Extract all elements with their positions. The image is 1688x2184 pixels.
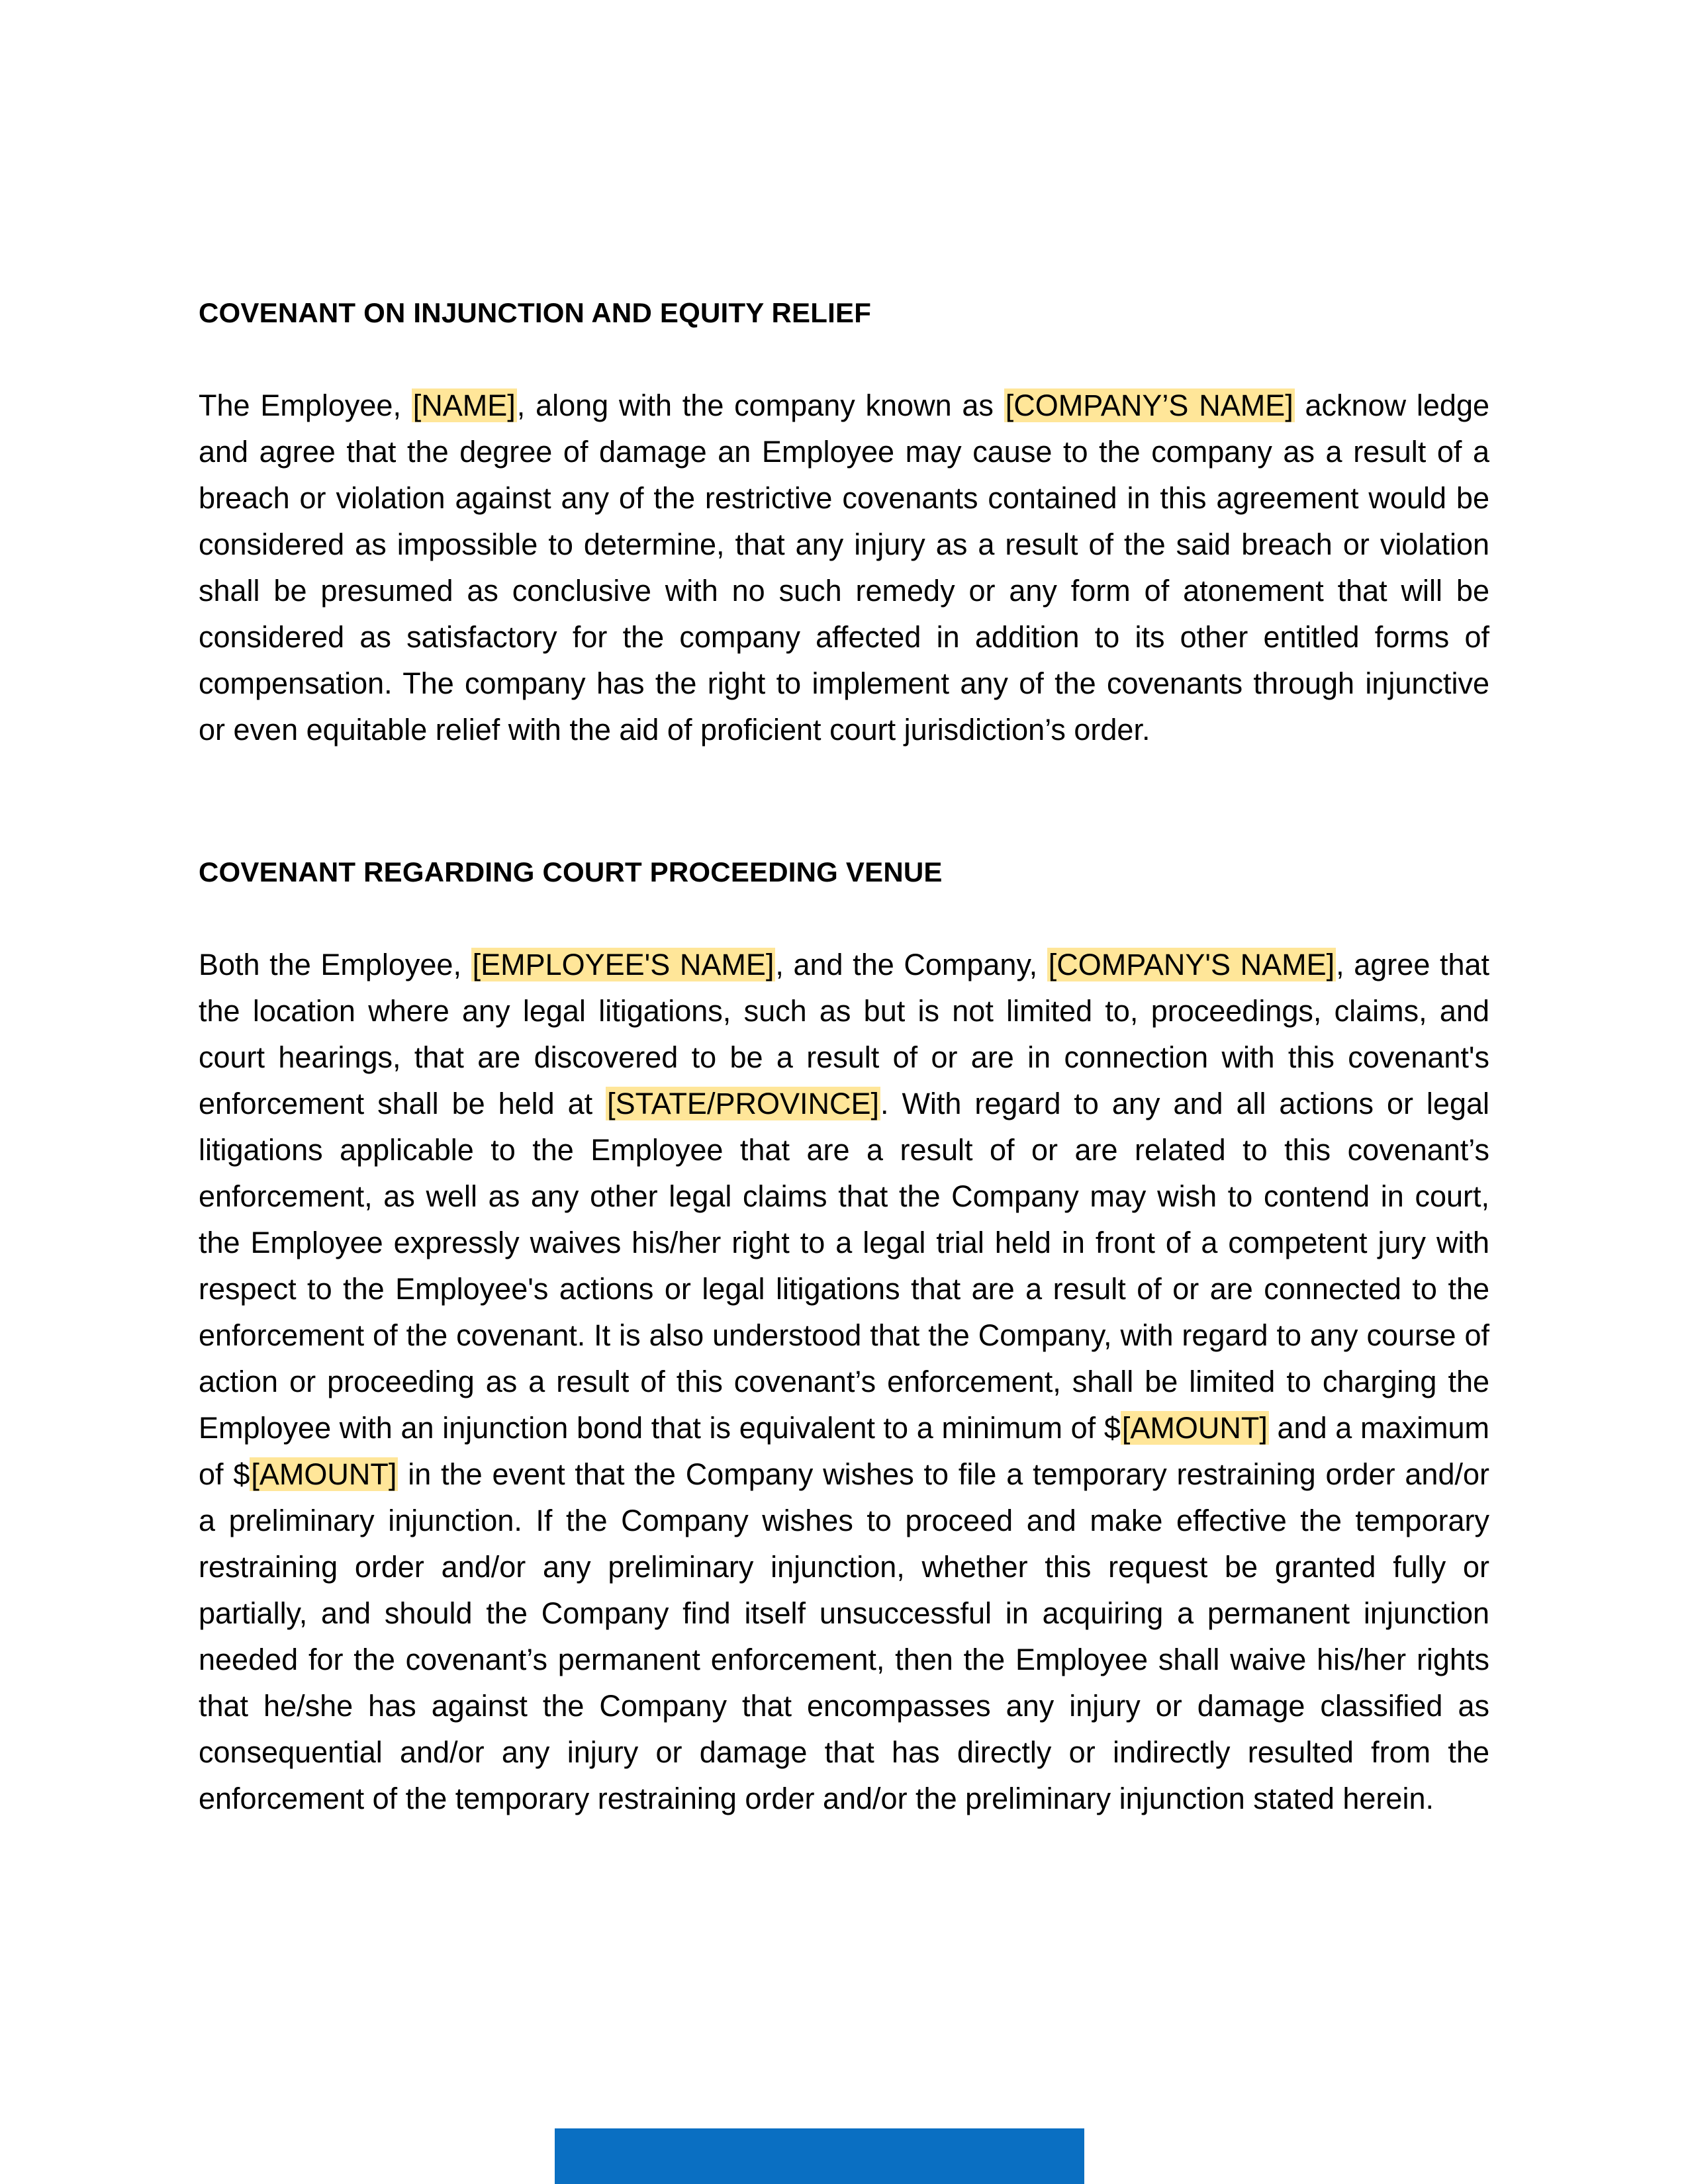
paragraph-text: , and the Company, bbox=[775, 948, 1047, 981]
section-injunction-equity-relief bbox=[199, 290, 1489, 753]
placeholder-amount-min: [AMOUNT] bbox=[1121, 1411, 1268, 1445]
paragraph-text: acknow ledge and agree that the degree of damage an Employee may cause to the company as a result of a breach or violation against any of the restrictive covenants contained in this agreement would be considered as impossible to determine, that any injury as a result of the said breach or violation shall be presumed as conclusive with no such remedy or any form of atonement that will be considered as satisfactory for the company affected in addition to its other entitled forms of compensation. The company has the right to implement any of the covenants through injunctive or even equitable relief with the aid of proficient court jurisdiction’s order. bbox=[199, 388, 1490, 747]
paragraph-text: The Employee, bbox=[199, 388, 412, 422]
placeholder-state-province: [STATE/PROVINCE] bbox=[607, 1087, 879, 1120]
section-court-proceeding-venue bbox=[199, 849, 1489, 1822]
placeholder-employee-name: [EMPLOYEE'S NAME] bbox=[472, 948, 774, 981]
paragraph-text: , agree that the location where any legal litigations, such as but is not limited to, proceedings, claims, and court hearings, that are discovered to be a result of or are in connection with this covenant's enforcement shall be held at bbox=[199, 948, 1490, 1120]
section-paragraph bbox=[199, 383, 1489, 753]
paragraph-text: , along with the company known as bbox=[516, 388, 1004, 422]
paragraph-text: in the event that the Company wishes to file a temporary restraining order and/or a preliminary injunction. If the Company wishes to proceed and make effective the temporary restraining order and/or any preliminary injunction, whether this request be granted fully or partially, and should the Company find itself unsuccessful in acquiring a permanent injunction needed for the covenant’s permanent enforcement, then the Employee shall waive his/her rights that he/she has against the Company that encompasses any injury or damage classified as consequential and/or any injury or damage that has directly or indirectly resulted from the enforcement of the temporary restraining order and/or the preliminary injunction stated herein. bbox=[199, 1457, 1489, 1815]
placeholder-name: [NAME] bbox=[412, 388, 516, 422]
paragraph-text: Both the Employee, bbox=[199, 948, 471, 981]
section-paragraph bbox=[199, 942, 1489, 1822]
placeholder-amount-max: [AMOUNT] bbox=[251, 1457, 397, 1491]
placeholder-company-name: [COMPANY'S NAME] bbox=[1048, 948, 1335, 981]
section-heading: COVENANT REGARDING COURT PROCEEDING VENUE bbox=[199, 856, 943, 887]
section-heading: COVENANT ON INJUNCTION AND EQUITY RELIEF bbox=[199, 297, 872, 328]
placeholder-company-name: [COMPANY’S NAME] bbox=[1005, 388, 1293, 422]
paragraph-text: . With regard to any and all actions or legal litigations applicable to the Employee that are a result of or are related to this covenant’s enforcement, as well as any other legal claims that the Company may wish to contend in court, the Employee expressly waives his/her right to a legal trial held in front of a competent jury with respect to the Employee's actions or legal litigations that are a result of or are connected to the enforcement of the covenant. It is also understood that the Company, with regard to any course of action or proceeding as a result of this covenant’s enforcement, shall be limited to charging the Employee with an injunction bond that is equivalent to a minimum of $ bbox=[199, 1087, 1489, 1445]
paragraph-text: and a maximum of $ bbox=[199, 1411, 1490, 1491]
footer-bar bbox=[555, 2128, 1084, 2184]
